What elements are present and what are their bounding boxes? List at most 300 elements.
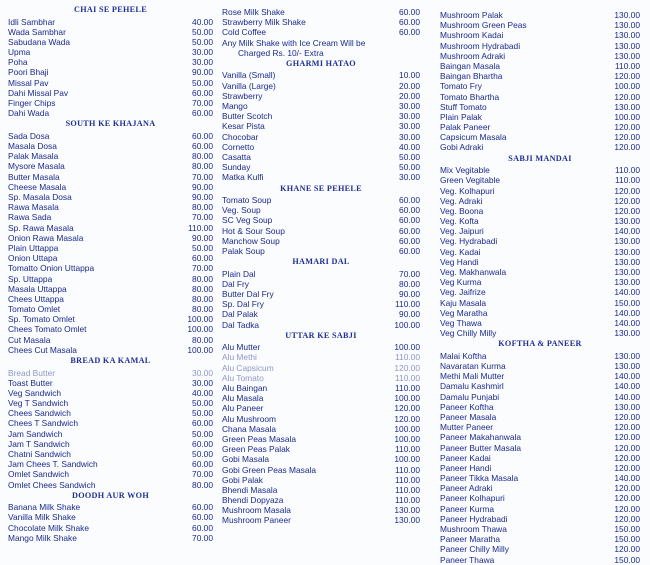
- menu-item: [222, 289, 420, 299]
- menu-item: [440, 41, 640, 51]
- item-name: Butter Scotch: [222, 111, 273, 122]
- item-price: 130.00: [614, 328, 640, 339]
- item-name: Palak Masala: [8, 151, 59, 162]
- menu-item: [8, 418, 213, 428]
- item-price: 90.00: [192, 232, 213, 243]
- item-name: Paneer Thawa: [440, 554, 495, 565]
- item-price: 40.00: [192, 16, 213, 27]
- item-name: Paneer Hydrabadi: [440, 513, 508, 524]
- section-heading: SOUTH KE KHAJANA: [65, 119, 156, 129]
- item-price: 90.00: [399, 289, 420, 300]
- item-price: 100.00: [394, 423, 420, 434]
- menu-item: [8, 274, 213, 284]
- item-name: Paneer Maratha: [440, 534, 501, 545]
- menu-item: [440, 318, 640, 328]
- menu-item: [222, 70, 420, 80]
- menu-item: [222, 342, 420, 352]
- item-price: 130.00: [614, 246, 640, 257]
- item-price: 140.00: [614, 473, 640, 484]
- item-name: Tomato Soup: [222, 195, 272, 206]
- menu-item: [440, 81, 640, 91]
- item-name: Plain Palak: [440, 111, 482, 122]
- item-name: Methi Mali Mutter: [440, 371, 505, 382]
- item-name: Chocobar: [222, 131, 259, 142]
- item-price: 90.00: [192, 181, 213, 192]
- item-price: 60.00: [192, 512, 213, 523]
- item-name: Matka Kulfi: [222, 172, 264, 183]
- menu-item: [222, 226, 420, 236]
- item-price: 110.00: [395, 495, 420, 506]
- item-name: Missal Pav: [8, 77, 49, 88]
- item-name: Veg. Soup: [222, 205, 261, 216]
- menu-item: [222, 444, 420, 454]
- item-name: Jam T Sandwich: [8, 438, 70, 449]
- section-heading: UTTAR KE SABJI: [285, 330, 357, 340]
- menu-item: [8, 512, 213, 522]
- menu-item: [222, 454, 420, 464]
- item-price: 130.00: [614, 30, 640, 41]
- menu-item: [8, 88, 213, 98]
- menu-item: [440, 277, 640, 287]
- item-price: 80.00: [192, 283, 213, 294]
- item-price: 140.00: [614, 287, 640, 298]
- item-name: Tomato Omlet: [8, 304, 61, 315]
- item-name: Plain Uttappa: [8, 242, 59, 253]
- item-name: Sunday: [222, 162, 251, 173]
- item-name: Green Vegitable: [440, 175, 501, 186]
- item-name: Butter Dal Fry: [222, 289, 274, 300]
- item-price: 120.00: [614, 544, 640, 555]
- menu-item: [222, 121, 420, 131]
- item-price: 30.00: [399, 172, 420, 183]
- item-price: 120.00: [614, 442, 640, 453]
- item-name: Alu Mutter: [222, 342, 261, 353]
- item-price: 130.00: [614, 236, 640, 247]
- menu-item: [440, 30, 640, 40]
- menu-item: [8, 378, 213, 388]
- menu-item: [8, 439, 213, 449]
- item-price: 30.00: [192, 57, 213, 68]
- item-price: 80.00: [192, 293, 213, 304]
- item-price: 80.00: [192, 273, 213, 284]
- item-name: Vanilla (Small): [222, 70, 276, 81]
- menu-item: [8, 233, 213, 243]
- item-name: Paneer Kolhapuri: [440, 493, 505, 504]
- item-name: Veg. Kolhapuri: [440, 185, 495, 196]
- menu-item: [440, 20, 640, 30]
- item-name: Mushroom Thawa: [440, 524, 507, 534]
- menu-item: [440, 175, 640, 185]
- item-name: Baingan Masala: [440, 60, 501, 71]
- menu-item: [8, 192, 213, 202]
- item-name: Kaju Masala: [440, 297, 487, 308]
- item-name: Stuff Tomato: [440, 101, 487, 112]
- item-price: 110.00: [395, 372, 420, 383]
- menu-item: [440, 328, 640, 338]
- menu-item: [222, 246, 420, 256]
- item-price: 100.00: [394, 433, 420, 444]
- menu-item: [8, 37, 213, 47]
- item-price: 120.00: [394, 362, 420, 373]
- item-price: 60.00: [192, 253, 213, 264]
- item-price: 60.00: [192, 418, 213, 429]
- item-name: Onion Uttapa: [8, 253, 58, 264]
- menu-item: [222, 515, 420, 525]
- menu-item: [440, 555, 640, 565]
- item-price: 70.00: [399, 268, 420, 279]
- item-name: Cold Coffee: [222, 27, 267, 38]
- menu-item: [8, 459, 213, 469]
- item-name: Chocolate Milk Shake: [8, 522, 89, 533]
- item-price: 60.00: [192, 459, 213, 470]
- item-price: 150.00: [614, 524, 640, 534]
- menu-item: [222, 465, 420, 475]
- item-price: 10.00: [399, 70, 420, 81]
- menu-item: [440, 443, 640, 453]
- item-name: Rawa Sada: [8, 212, 52, 223]
- item-price: 80.00: [192, 334, 213, 345]
- menu-item: [8, 408, 213, 418]
- menu-item: [222, 363, 420, 373]
- item-name: Dal Fry: [222, 278, 249, 289]
- item-price: 100.00: [187, 324, 213, 335]
- menu-item: [8, 480, 213, 490]
- item-price: 100.00: [187, 344, 213, 355]
- item-price: 60.00: [399, 195, 420, 206]
- menu-item: [440, 483, 640, 493]
- item-price: 120.00: [614, 122, 640, 133]
- menu-item: [440, 61, 640, 71]
- menu-item: [8, 98, 213, 108]
- item-price: 60.00: [192, 130, 213, 141]
- item-name: Chatni Sandwich: [8, 449, 71, 459]
- item-price: 60.00: [399, 245, 420, 256]
- item-price: 80.00: [192, 151, 213, 162]
- item-price: 120.00: [614, 513, 640, 524]
- item-name: Veg Maratha: [440, 307, 488, 318]
- item-price: 50.00: [192, 428, 213, 439]
- item-name: Mushroom Adraki: [440, 50, 506, 61]
- menu-item: [440, 142, 640, 152]
- item-price: 70.00: [192, 212, 213, 223]
- item-price: 120.00: [614, 422, 640, 433]
- item-name: Vanilla Milk Shake: [8, 512, 76, 523]
- menu-item: [440, 186, 640, 196]
- item-price: 20.00: [399, 90, 420, 101]
- item-price: 50.00: [399, 151, 420, 162]
- menu-item: [222, 424, 420, 434]
- item-price: 80.00: [192, 202, 213, 213]
- menu-item: [8, 345, 213, 355]
- menu-item: [440, 132, 640, 142]
- item-price: 70.00: [192, 532, 213, 543]
- menu-item: [222, 279, 420, 289]
- menu-item: [8, 172, 213, 182]
- item-name: Cheese Masala: [8, 181, 67, 192]
- item-price: 100.00: [394, 319, 420, 330]
- item-price: 60.00: [399, 17, 420, 28]
- item-name: Paneer Butter Masala: [440, 442, 522, 453]
- item-name: Paneer Masala: [440, 411, 497, 422]
- menu-item: [8, 502, 213, 512]
- menu-item: [440, 287, 640, 297]
- menu-item: [440, 51, 640, 61]
- menu-item: [8, 304, 213, 314]
- item-name: Paneer Chilly Milly: [440, 544, 509, 555]
- item-price: 60.00: [399, 7, 420, 17]
- item-name: Mango Milk Shake: [8, 532, 77, 543]
- section-heading: HAMARI DAL: [292, 257, 350, 267]
- menu-item: [440, 371, 640, 381]
- menu-item: [8, 141, 213, 151]
- item-name: Manchow Soup: [222, 235, 280, 246]
- item-price: 50.00: [192, 449, 213, 459]
- item-name: Sp. Uttappa: [8, 273, 53, 284]
- menu-column-1: [8, 4, 213, 543]
- menu-item: [8, 398, 213, 408]
- item-price: 130.00: [614, 401, 640, 412]
- item-price: 110.00: [395, 484, 420, 495]
- menu-item: [8, 47, 213, 57]
- item-name: Dal Palak: [222, 309, 258, 320]
- item-name: Strawberry: [222, 90, 263, 101]
- menu-item: [440, 226, 640, 236]
- item-name: Veg. Jaifrize: [440, 287, 486, 298]
- menu-item: [8, 263, 213, 273]
- item-name: Chana Masala: [222, 423, 277, 434]
- item-name: Alu Capsicum: [222, 362, 274, 373]
- menu-item: [440, 112, 640, 122]
- menu-item: [440, 473, 640, 483]
- menu-item: [222, 414, 420, 424]
- item-price: 130.00: [614, 361, 640, 371]
- item-name: Gobi Palak: [222, 474, 263, 485]
- item-name: Toast Butter: [8, 377, 53, 388]
- menu-item: [222, 27, 420, 37]
- item-price: 130.00: [614, 101, 640, 112]
- menu-item: [440, 308, 640, 318]
- menu-item: [440, 493, 640, 503]
- item-name: Paneer Koftha: [440, 401, 494, 412]
- item-name: Veg Thawa: [440, 317, 482, 328]
- menu-item: [222, 152, 420, 162]
- item-price: 50.00: [192, 26, 213, 37]
- item-name: Cornetto: [222, 141, 255, 152]
- item-name: Sp. Masala Dosa: [8, 192, 72, 202]
- item-name: Tomatto Onion Uttappa: [8, 263, 95, 274]
- item-price: 120.00: [614, 142, 640, 153]
- menu-item: [440, 402, 640, 412]
- menu-item: [440, 381, 640, 391]
- item-price: 140.00: [614, 226, 640, 237]
- item-name: Paneer Kadai: [440, 452, 491, 463]
- menu-item: [8, 108, 213, 118]
- menu-item: [440, 236, 640, 246]
- item-name: Wada Sambhar: [8, 26, 66, 37]
- item-price: 100.00: [614, 111, 640, 122]
- item-price: 60.00: [192, 108, 213, 119]
- item-price: 110.00: [615, 60, 640, 71]
- item-price: 60.00: [192, 502, 213, 513]
- item-name: Dahi Missal Pav: [8, 87, 69, 98]
- menu-item: [440, 534, 640, 544]
- item-name: Veg. Jaipuri: [440, 226, 484, 237]
- menu-item: [222, 17, 420, 27]
- item-name: Veg Handi: [440, 256, 479, 267]
- item-price: 140.00: [614, 381, 640, 392]
- item-name: Cut Masala: [8, 334, 51, 345]
- item-price: 150.00: [614, 297, 640, 308]
- menu-item: [8, 67, 213, 77]
- section-heading: SABJI MANDAI: [508, 153, 572, 163]
- item-name: Green Peas Palak: [222, 444, 290, 455]
- menu-item: [8, 284, 213, 294]
- menu-item: [8, 151, 213, 161]
- menu-item: [222, 373, 420, 383]
- item-name: Rawa Masala: [8, 202, 59, 213]
- menu-item: [8, 533, 213, 543]
- menu-note: Any Milk Shake with Ice Cream Will be: [222, 37, 366, 48]
- item-name: Dahi Wada: [8, 108, 50, 119]
- menu-item: [8, 324, 213, 334]
- item-name: Veg. Hydrabadi: [440, 236, 498, 247]
- section-heading: DOODH AUR WOH: [72, 490, 149, 500]
- item-name: Banana Milk Shake: [8, 502, 81, 513]
- item-price: 30.00: [399, 101, 420, 112]
- menu-item: [222, 132, 420, 142]
- menu-item: [440, 412, 640, 422]
- item-name: Mix Vegitable: [440, 165, 490, 176]
- menu-item: [440, 544, 640, 554]
- menu-item: [8, 335, 213, 345]
- menu-item: [222, 172, 420, 182]
- menu-item: [222, 269, 420, 279]
- menu-item: [222, 403, 420, 413]
- item-price: 140.00: [614, 371, 640, 382]
- item-price: 130.00: [614, 10, 640, 20]
- item-name: Baingan Bhartha: [440, 71, 503, 82]
- item-name: Chees Cut Masala: [8, 344, 77, 355]
- item-price: 30.00: [192, 47, 213, 58]
- item-name: Omlet Chees Sandwich: [8, 479, 96, 490]
- item-name: Strawberry Milk Shake: [222, 17, 306, 28]
- menu-item: [222, 320, 420, 330]
- item-price: 120.00: [614, 195, 640, 206]
- item-price: 110.00: [615, 165, 640, 176]
- item-name: Paneer Tikka Masala: [440, 473, 519, 484]
- item-price: 70.00: [192, 263, 213, 274]
- item-price: 90.00: [399, 309, 420, 320]
- item-name: Navaratan Kurma: [440, 361, 506, 371]
- item-name: Paneer Adraki: [440, 483, 493, 494]
- item-name: Veg Sandwich: [8, 387, 62, 398]
- item-name: Green Peas Masala: [222, 433, 297, 444]
- menu-item: [222, 101, 420, 111]
- item-name: Plain Dal: [222, 268, 256, 279]
- item-price: 110.00: [395, 474, 420, 485]
- menu-item: [8, 182, 213, 192]
- item-name: Veg Kurma: [440, 277, 482, 288]
- item-name: Veg. Kadai: [440, 246, 481, 257]
- item-name: Sp. Dal Fry: [222, 299, 264, 310]
- item-price: 100.00: [187, 314, 213, 325]
- menu-item: [440, 361, 640, 371]
- item-name: Veg Chilly Milly: [440, 328, 497, 339]
- item-name: Sp. Tomato Omlet: [8, 314, 75, 325]
- item-name: Alu Tomato: [222, 372, 264, 383]
- item-price: 50.00: [192, 242, 213, 253]
- item-price: 60.00: [192, 438, 213, 449]
- item-price: 60.00: [399, 205, 420, 216]
- item-price: 120.00: [614, 462, 640, 473]
- menu-item: [222, 81, 420, 91]
- item-name: Finger Chips: [8, 98, 56, 108]
- item-name: Veg. Adraki: [440, 195, 483, 206]
- item-price: 130.00: [614, 40, 640, 51]
- item-price: 50.00: [192, 36, 213, 47]
- item-name: Chees Sandwich: [8, 408, 71, 419]
- item-name: Masala Uttappa: [8, 283, 67, 294]
- item-price: 120.00: [614, 132, 640, 143]
- item-price: 60.00: [399, 235, 420, 246]
- item-price: 120.00: [614, 91, 640, 102]
- item-price: 30.00: [192, 377, 213, 388]
- menu-item: [222, 205, 420, 215]
- menu-item: [8, 388, 213, 398]
- menu-item: [440, 514, 640, 524]
- menu-item: [440, 257, 640, 267]
- item-name: Palak Paneer: [440, 122, 491, 133]
- menu-item: [222, 162, 420, 172]
- item-price: 120.00: [614, 205, 640, 216]
- item-price: 120.00: [394, 403, 420, 414]
- item-price: 150.00: [614, 534, 640, 545]
- item-price: 120.00: [614, 452, 640, 463]
- menu-item: [8, 449, 213, 459]
- item-name: Onion Rawa Masala: [8, 232, 84, 243]
- menu-item: [440, 504, 640, 514]
- menu-item: [440, 196, 640, 206]
- item-price: 50.00: [192, 408, 213, 419]
- item-price: 30.00: [192, 367, 213, 378]
- menu-item: [8, 161, 213, 171]
- item-name: Rose Milk Shake: [222, 7, 285, 17]
- section-heading: GHARMI HATAO: [286, 58, 356, 68]
- item-name: Mushroom Hydrabadi: [440, 40, 521, 51]
- item-name: Mutter Paneer: [440, 422, 494, 433]
- menu-item: [440, 92, 640, 102]
- item-price: 60.00: [399, 225, 420, 236]
- menu-item: [440, 10, 640, 20]
- item-price: 30.00: [399, 131, 420, 142]
- item-price: 110.00: [395, 299, 420, 310]
- item-price: 90.00: [192, 67, 213, 78]
- menu-item: [440, 432, 640, 442]
- section-heading: CHAI SE PEHELE: [74, 5, 147, 14]
- item-name: Alu Paneer: [222, 403, 264, 414]
- item-name: Upma: [8, 47, 31, 58]
- item-name: Vanilla (Large): [222, 80, 276, 91]
- item-price: 140.00: [614, 307, 640, 318]
- item-name: Palak Soup: [222, 245, 265, 256]
- item-name: Alu Baingan: [222, 383, 268, 394]
- item-price: 110.00: [395, 352, 420, 363]
- item-price: 130.00: [614, 267, 640, 277]
- item-name: Jam Sandwich: [8, 428, 63, 439]
- menu-item: [440, 392, 640, 402]
- menu-item: [222, 111, 420, 121]
- menu-item: [440, 247, 640, 257]
